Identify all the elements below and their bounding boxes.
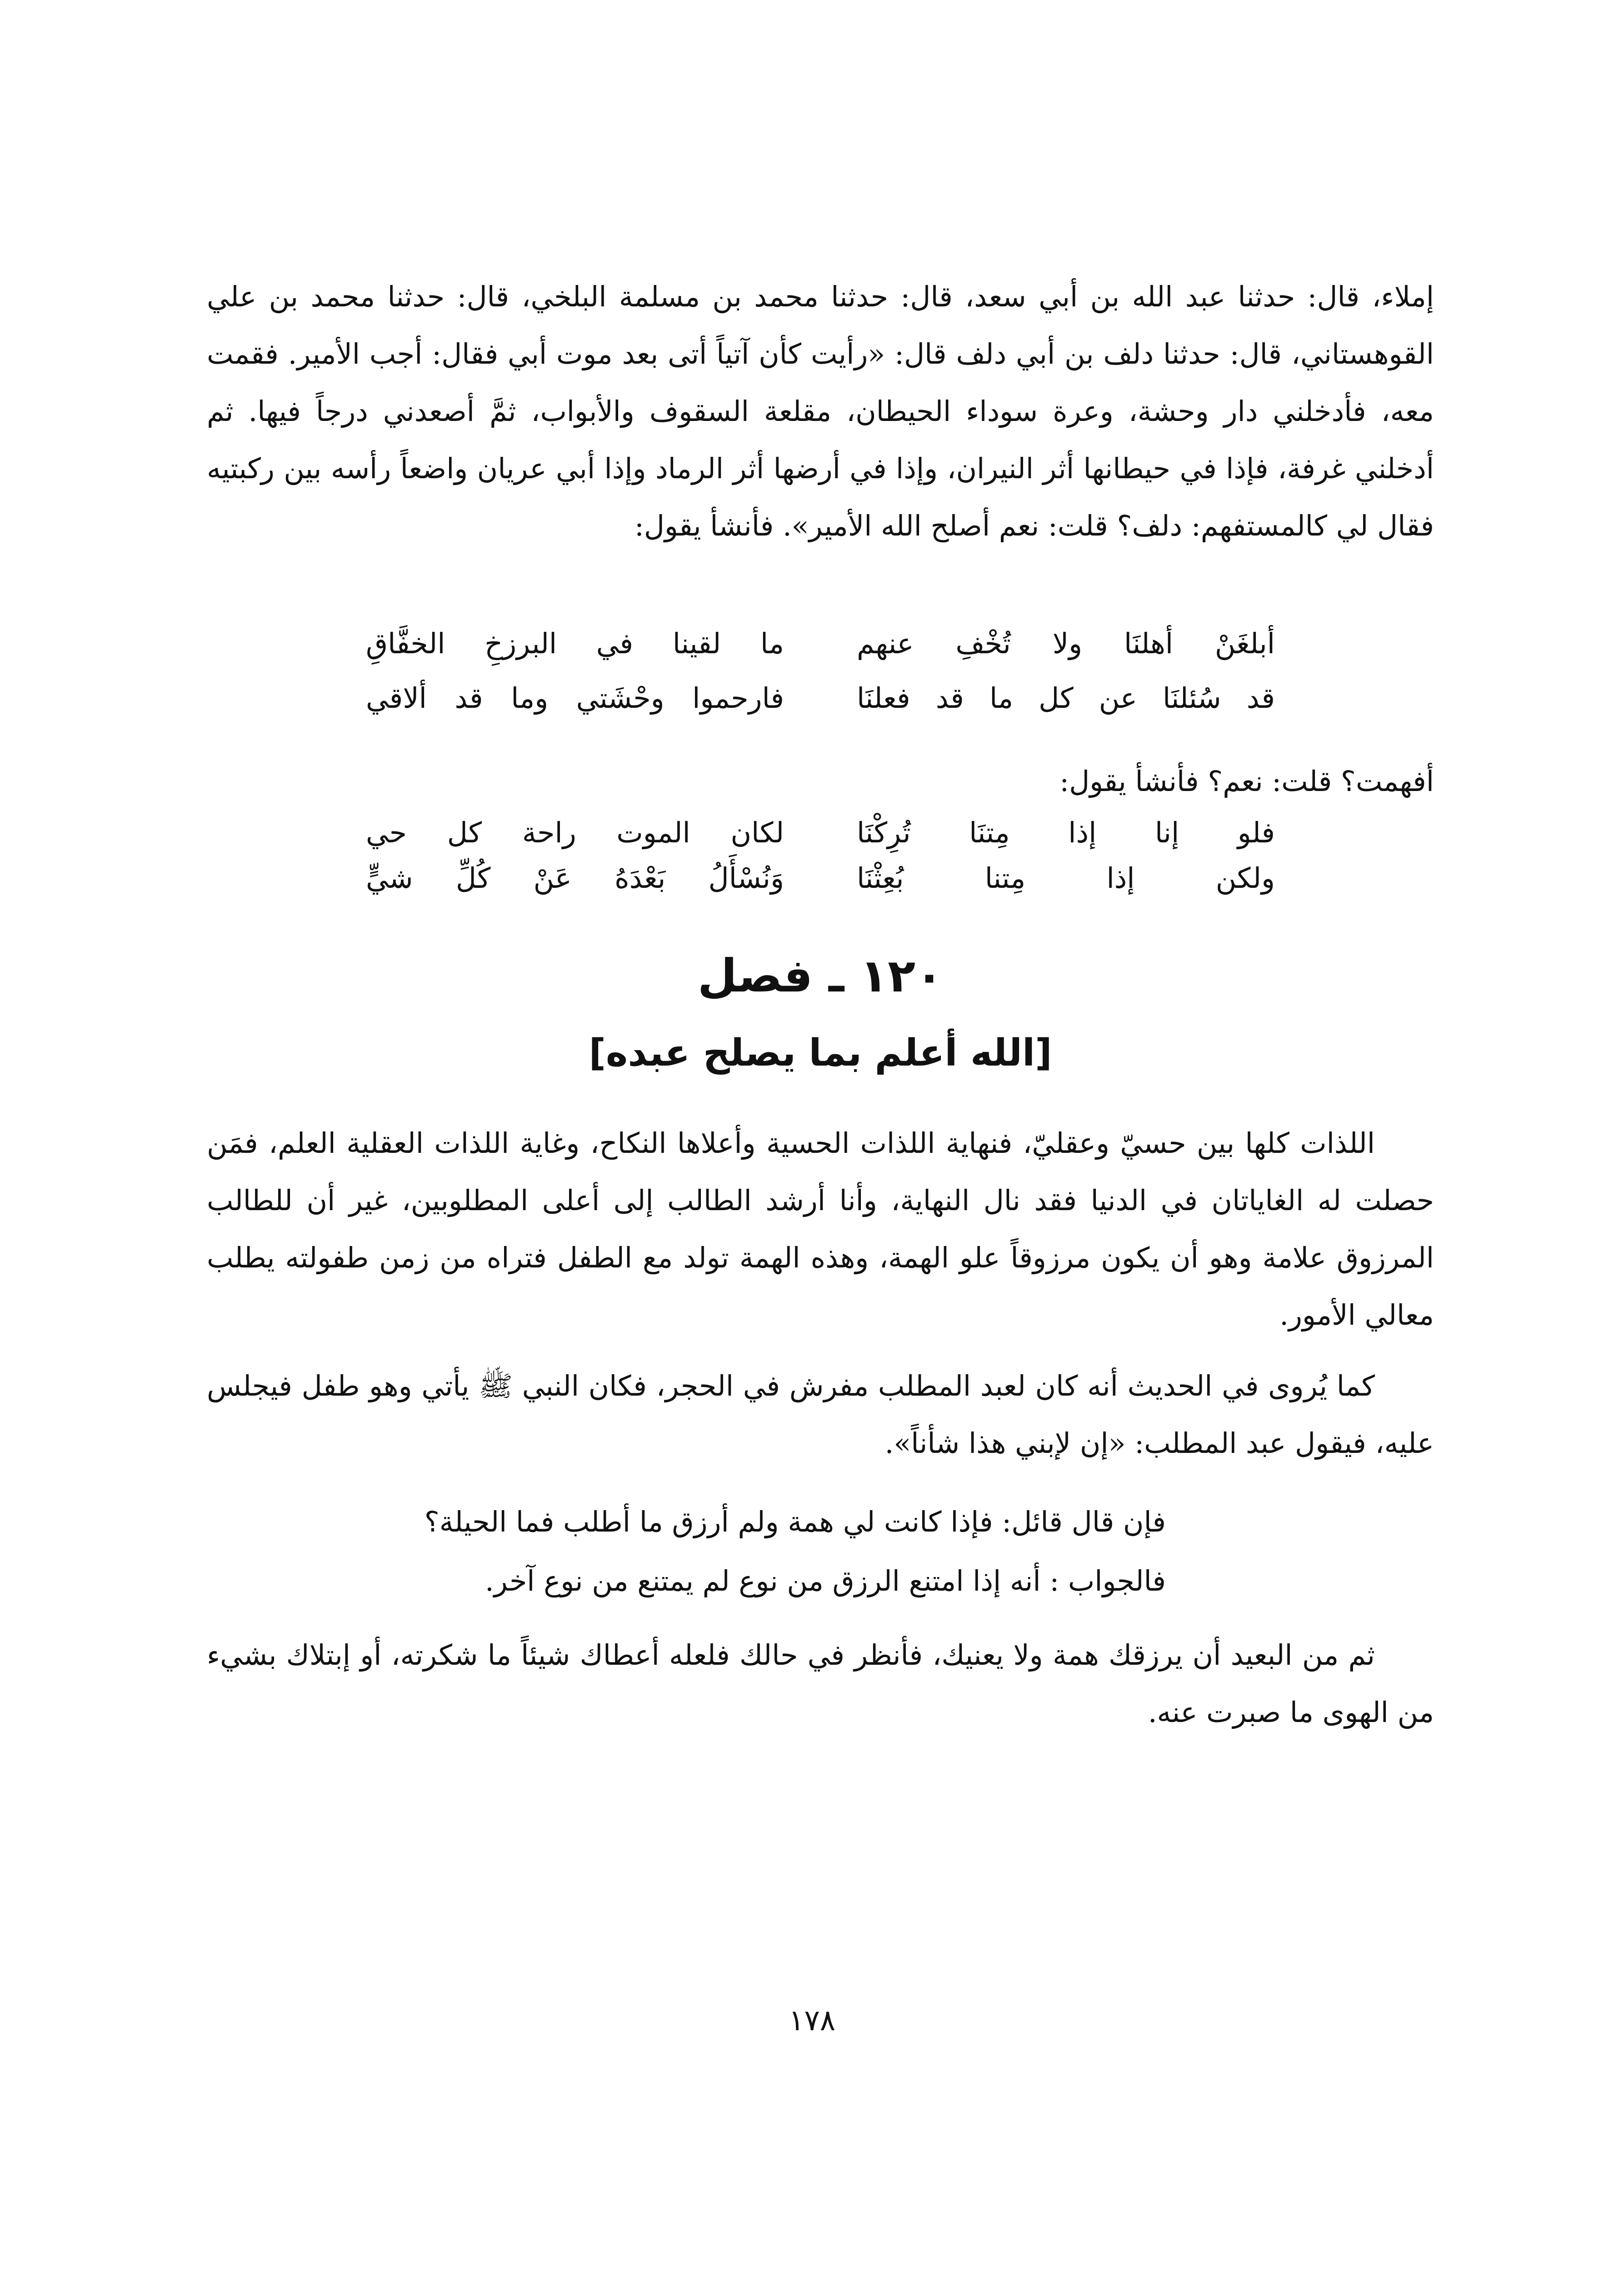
section-heading: ١٢٠ ـ فصل	[697, 949, 944, 1002]
body-paragraph: اللذات كلها بين حسيّ وعقليّ، فنهاية اللذات الحسية وأعلاها النكاح، وغاية اللذات العقلية العلم، فمَن حصلت له الغاياتان في الدنيا فقد نال النهاية، وأنا أرشد الطالب إلى أعلى المطلوبين، غير أن للطالب المرزوق علامة وهو أن يكون مرزوقاً علو الهمة، وهذه الهمة تولد مع الطفل فتراه من زمن طفولته يطلب معالي الأمور.	[207, 1126, 1434, 1332]
book-page	[207, 268, 1434, 2223]
bridge-line: أفهمت؟ قلت: نعم؟ فأنشأ يقول:	[1059, 765, 1434, 798]
question-line: فإن قال قائل: فإذا كانت لي همة ولم أرزق ما أطلب فما الحيلة؟	[424, 1505, 1166, 1538]
hemistich-second: لكان الموت راحة كل حي	[366, 816, 784, 849]
poem-1-verse-1	[366, 616, 1275, 671]
body-paragraph: كما يُروى في الحديث أنه كان لعبد المطلب مفرش في الحجر، فكان النبي ﷺ يأتي وهو طفل فيجلس عليه، فيقول عبد المطلب: «إن لإبني هذا شأناً».	[207, 1369, 1434, 1460]
hemistich-first: فلو إنا إذا مِتنَا تُرِكْنَا	[857, 816, 1275, 849]
hemistich-first: قد سُئلنَا عن كل ما قد فعلنَا	[857, 681, 1275, 715]
opening-paragraph: إملاء، قال: حدثنا عبد الله بن أبي سعد، قال: حدثنا محمد بن مسلمة البلخي، قال: حدثنا محمد بن علي القوهستاني، قال: حدثنا دلف بن أبي دلف قال: «رأيت كأن آتياً أتى بعد موت أبي فقال: أجب الأمير. فقمت معه، فأدخلني دار وحشة، وعرة سوداء الحيطان، مقلعة السقوف والأبواب، ثمَّ أصعدني درجاً فيها. ثم أدخلني غرفة، فإذا في حيطانها أثر النيران، وإذا في أرضها أثر الرماد وإذا أبي عريان واضعاً رأسه بين ركبتيه فقال لي كالمستفهم: دلف؟ قلت: نعم أصلح الله الأمير». فأنشأ يقول:	[207, 280, 1434, 542]
poem-2-verse-1	[366, 810, 1275, 856]
answer-line: فالجواب : أنه إذا امتنع الرزق من نوع لم يمتنع من نوع آخر.	[485, 1564, 1166, 1597]
hemistich-second: ما لقينا في البرزخِ الخفَّاقِ	[366, 627, 784, 660]
poem-1-verse-2	[366, 671, 1275, 726]
closing-paragraph: ثم من البعيد أن يرزقك همة ولا يعنيك، فأنظر في حالك فلعله أعطاك شيئاً ما شكرته، أو إبتلاك بشيء من الهوى ما صبرت عنه.	[207, 1638, 1434, 1729]
hemistich-first: أبلغَنْ أهلنَا ولا تُخْفِ عنهم	[857, 627, 1275, 660]
hemistich-first: ولكن إذا مِتنا بُعِثْنَا	[857, 861, 1275, 895]
poem-2	[366, 810, 1275, 901]
hemistich-second: فارحموا وحْشَتي وما قد ألاقي	[366, 681, 784, 715]
hemistich-second: وَنُسْأَلُ بَعْدَهُ عَنْ كُلِّ شيٍّ	[366, 861, 784, 895]
poem-1	[366, 616, 1275, 726]
poem-2-verse-2	[366, 856, 1275, 901]
page-number: ١٧٨	[788, 2004, 836, 2038]
section-title: [الله أعلم بما يصلح عبده]	[589, 1031, 1052, 1075]
